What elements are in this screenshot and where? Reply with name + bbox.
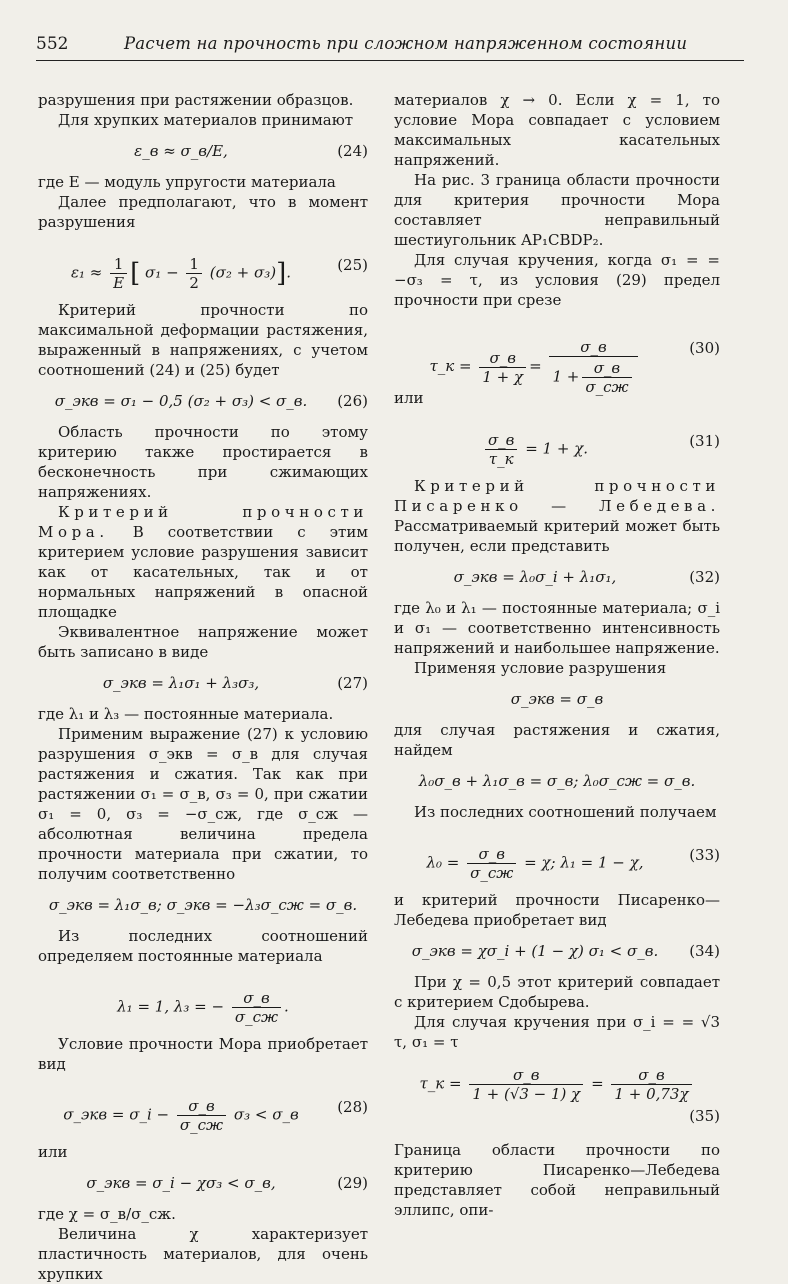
formula-part: 1 + (552, 367, 580, 386)
paragraph: При χ = 0,5 этот критерий совпадает с критерием Сдобырева. (394, 973, 720, 1011)
paragraph: Для хрупких материалов принимают (58, 111, 354, 129)
formula: σ_экв = σ_в (510, 690, 604, 708)
equation-28 (38, 1082, 368, 1134)
paragraph: Из последних соотношений получаем (414, 803, 717, 821)
formula-part: = (591, 1074, 604, 1093)
equation-35 (394, 1060, 720, 1132)
denominator: E (113, 274, 125, 292)
numerator: σ_в (611, 1066, 691, 1085)
paragraph: разрушения при растяжении образцов. (38, 91, 354, 109)
denominator (549, 357, 637, 396)
formula: σ_экв = σ₁ − 0,5 (σ₂ + σ₃) < σ_в. (54, 392, 308, 410)
equation-number: (25) (337, 256, 368, 274)
equation-26 (38, 388, 368, 414)
formula (394, 431, 676, 468)
paragraph: где χ = σ_в/σ_сж. (38, 1205, 176, 1223)
equation-27 (38, 670, 368, 696)
formula-part: λ₀ = (426, 853, 460, 872)
fraction (232, 989, 281, 1026)
fraction (467, 845, 516, 882)
numerator: 1 (110, 255, 127, 274)
paragraph: Критерий прочности по максимальной деформации растяжения, выраженный в напряжениях, с учетом соотношений (24) и (25) будет (38, 301, 368, 379)
denominator: 1 + (√3 − 1) χ (472, 1085, 581, 1103)
formula: ε₁ ≈ $\frac{1}{E}$ [ σ₁ − $\frac{1}{2}$ (σ₂ + σ₃)]. (70, 255, 292, 292)
right-column (394, 90, 720, 1220)
equation-constants (38, 892, 368, 918)
equation-number: (30) (689, 339, 720, 357)
fraction (186, 255, 202, 292)
formula (394, 845, 676, 882)
fraction (177, 1097, 226, 1134)
paragraph: Условие прочности Мора приобретает вид (38, 1035, 368, 1073)
paragraph (38, 502, 368, 622)
paragraph: материалов χ → 0. Если χ = 1, то условие Мора совпадает с условием максимальных касательных напряжений. (394, 91, 720, 169)
equation-number: (34) (689, 942, 720, 960)
equation-failure-condition (394, 686, 720, 712)
formula: σ_экв = λ₁σ₁ + λ₃σ₃, (102, 674, 260, 692)
formula-part: = χ; λ₁ = 1 − χ, (524, 853, 644, 872)
formula-part: λ₁ = 1, λ₃ = − (117, 997, 225, 1016)
paragraph: Для случая кручения при σ_i = = √3 τ, σ₁ = τ (394, 1013, 720, 1051)
paragraph: Область прочности по этому критерию также простирается в бесконечность при сжимающих напряжениях. (38, 423, 368, 501)
fraction (611, 1066, 691, 1103)
fraction (469, 1066, 583, 1103)
equation-number: (27) (337, 674, 368, 692)
paragraph: где λ₁ и λ₃ — постоянные материала. (38, 705, 334, 723)
formula-part: (σ₂ + σ₃) (209, 263, 277, 282)
running-title: Расчет на прочность при сложном напряженном состоянии (124, 34, 688, 53)
equation-number: (29) (337, 1174, 368, 1192)
paragraph-text: В соответствии с этим критерием условие разрушения зависит как от касательных, так и от нормальных напряжений в опасной площадке (38, 523, 368, 621)
numerator: 1 (186, 255, 202, 274)
formula-part: = 1 + χ. (525, 439, 589, 458)
paragraph: где E — модуль упругости материала (38, 173, 336, 191)
formula-part: σ₃ < σ_в (233, 1105, 299, 1124)
paragraph: Применяя условие разрушения (414, 659, 667, 677)
paragraph: Далее предполагают, что в момент разрушения (38, 193, 368, 231)
denominator: σ_сж (470, 864, 514, 882)
formula-part: τ_к = (419, 1074, 462, 1093)
paragraph: Для случая кручения, когда σ₁ = = −σ₃ = τ, из условия (29) предел прочности при срезе (394, 251, 720, 309)
numerator: σ_в (549, 338, 637, 357)
formula: σ_экв = χσ_i + (1 − χ) σ₁ < σ_в. (411, 942, 659, 960)
paragraph: или (38, 1143, 68, 1161)
equation-number: (33) (689, 846, 720, 864)
numerator: σ_в (232, 989, 281, 1008)
formula: σ_экв = λ₁σ_в; σ_экв = −λ₃σ_сж = σ_в. (48, 896, 358, 914)
fraction (582, 359, 631, 396)
fraction (110, 255, 127, 292)
paragraph: Величина χ характеризует пластичность материалов, для очень хрупких (38, 1225, 368, 1283)
denominator: τ_к (488, 450, 514, 468)
formula: λ₀σ_в + λ₁σ_в = σ_в; λ₀σ_сж = σ_в. (418, 772, 696, 790)
formula-part: σ₁ − (145, 263, 179, 282)
equation-34 (394, 938, 720, 964)
equation-number: (28) (337, 1098, 368, 1116)
formula-part: ε₁ ≈ (70, 263, 103, 282)
equation-32 (394, 564, 720, 590)
formula (394, 1066, 720, 1103)
page-number: 552 (36, 34, 69, 54)
equation-lambda (38, 974, 368, 1026)
paragraph: Из последних соотношений определяем постоянные материала (38, 927, 368, 965)
fraction (549, 338, 637, 396)
denominator: σ_сж (234, 1008, 279, 1026)
equation-lambda0 (394, 768, 720, 794)
denominator: σ_сж (585, 378, 629, 396)
paragraph: где λ₀ и λ₁ — постоянные материала; σ_i и σ₁ — соответственно интенсивность напряжений и наибольшее напряжение. (394, 599, 720, 657)
paragraph: и критерий прочности Писаренко—Лебедева приобретает вид (394, 891, 720, 929)
formula: σ_экв = σ_i − χσ₃ < σ_в, (86, 1174, 276, 1192)
equation-24 (38, 138, 368, 164)
formula: ε_в ≈ σ_в/E, (134, 142, 228, 160)
paragraph: Граница области прочности по критерию Писаренко—Лебедева представляет собой неправильный эллипс, опи- (394, 1141, 720, 1219)
left-column (38, 90, 368, 1284)
denominator: 1 + χ (482, 367, 524, 386)
formula-part: τ_к = (429, 357, 472, 375)
equation-number: (31) (689, 432, 720, 450)
numerator: σ_в (177, 1097, 226, 1116)
paragraph-text: Рассматриваемый критерий может быть получен, если представить (394, 517, 720, 555)
fraction (485, 431, 517, 468)
formula: τ_к = $\frac{\sigma\_в}{1 + \chi}$ = σ_в 1 + $\frac{\sigma\_в}{\sigma\_сж}$ (394, 338, 676, 396)
paragraph: Эквивалентное напряжение может быть записано в виде (38, 623, 368, 661)
denominator: 1 + 0,73χ (614, 1085, 689, 1103)
formula: λ₁ = 1, λ₃ = − $\frac{\sigma\_в}{\sigma\_сж}$ . (117, 989, 289, 1026)
denominator: 2 (189, 274, 199, 292)
equation-33 (394, 830, 720, 882)
paragraph: для случая растяжения и сжатия, найдем (394, 721, 720, 759)
numerator: σ_в (485, 431, 517, 450)
equation-number: (24) (337, 142, 368, 160)
numerator: σ_в (479, 349, 526, 368)
numerator: σ_в (467, 845, 516, 864)
paragraph: На рис. 3 граница области прочности для критерия прочности Мора составляет неправильный шестиугольник AP₁CBDP₂. (394, 171, 720, 249)
equation-29 (38, 1170, 368, 1196)
numerator: σ_в (582, 359, 631, 378)
equation-number: (35) (689, 1107, 720, 1125)
equation-25 (38, 240, 368, 292)
paragraph: или (394, 389, 424, 407)
formula (38, 1097, 324, 1134)
section-heading: Критерий прочности Писаренко — Лебедева. (394, 477, 720, 515)
equation-number: (26) (337, 392, 368, 410)
formula: σ_экв = λ₀σ_i + λ₁σ₁, (453, 568, 617, 586)
equation-31 (394, 416, 720, 468)
numerator: σ_в (469, 1066, 583, 1085)
formula-part: σ_экв = σ_i − (63, 1105, 170, 1124)
section-heading: Критерий прочности Мора. (38, 503, 368, 541)
denominator: σ_сж (179, 1116, 224, 1134)
equation-number: (32) (689, 568, 720, 586)
fraction (479, 349, 526, 386)
page-header (36, 32, 744, 61)
paragraph: Применим выражение (27) к условию разрушения σ_экв = σ_в для случая растяжения и сжатия. Так как при растяжении σ₁ = σ_в, σ₃ = 0, при сжатии σ₁ = 0, σ₃ = −σ_сж, где σ_сж — абсолютная величина предела прочности материала при сжатии, то получим соответственно (38, 725, 368, 883)
paragraph (394, 476, 720, 556)
